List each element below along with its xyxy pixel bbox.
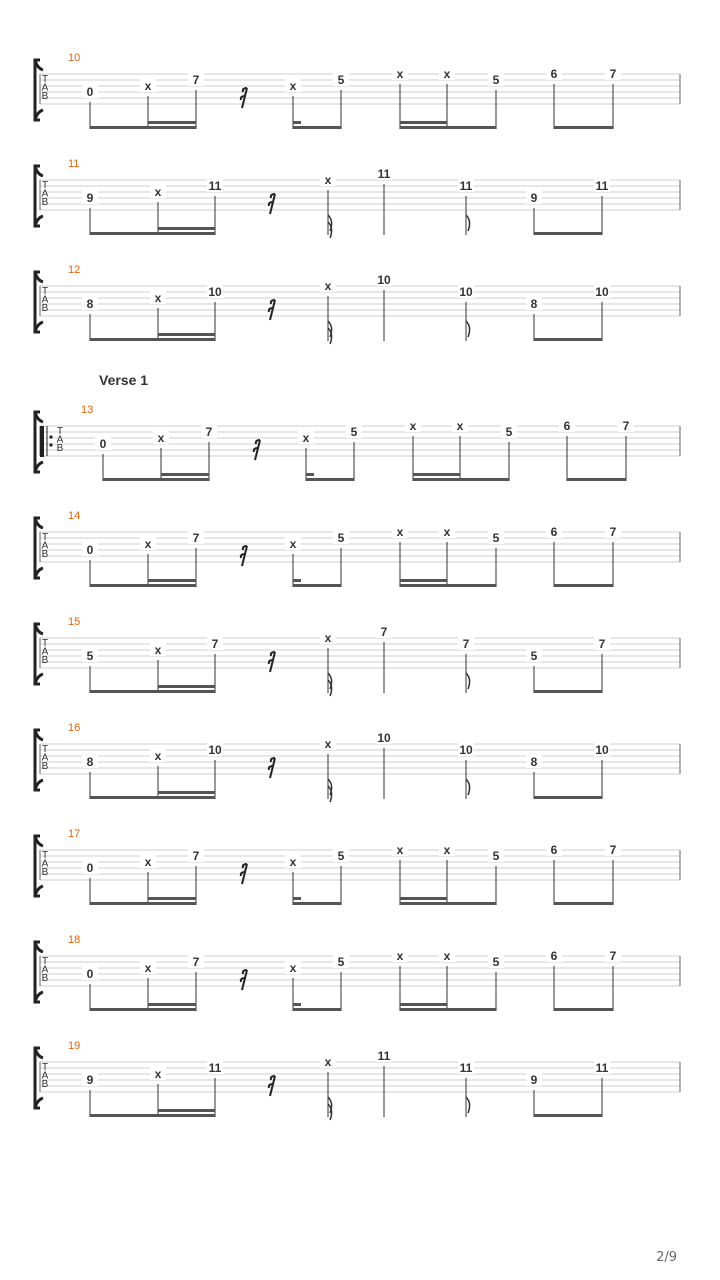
dead-note: x: [443, 949, 451, 963]
dead-note: x: [144, 79, 152, 93]
dead-note: x: [157, 431, 165, 445]
dead-note: x: [324, 631, 332, 645]
beam: [90, 338, 215, 341]
fret-number: 10: [459, 743, 473, 757]
tab-clef-letter: B: [41, 549, 49, 560]
beam: [534, 690, 602, 693]
fret-number: 6: [550, 67, 558, 81]
dead-note: x: [289, 855, 297, 869]
tab-clef-letter: T: [41, 638, 49, 649]
fret-number: 11: [459, 179, 473, 193]
beam: [306, 478, 354, 481]
tab-staff: [0, 158, 720, 264]
tab-clef-letter: T: [41, 532, 49, 543]
fret-number: 8: [530, 297, 538, 311]
note-flag: [466, 215, 470, 231]
fret-number: 10: [377, 273, 391, 287]
tab-clef-letter: A: [41, 752, 49, 764]
tab-system: [0, 52, 720, 158]
tab-clef-letter: A: [41, 1070, 49, 1082]
tab-system: [0, 616, 720, 722]
dead-note: x: [409, 419, 417, 433]
secondary-beam: [158, 791, 215, 794]
fret-number: 10: [208, 285, 222, 299]
fret-number: 10: [595, 743, 609, 757]
dead-note: x: [396, 949, 404, 963]
beam: [534, 796, 602, 799]
fret-number: 11: [377, 1049, 391, 1063]
beam: [90, 1008, 196, 1011]
dead-note: x: [154, 185, 162, 199]
secondary-beam: [293, 121, 301, 124]
fret-number: 7: [192, 73, 200, 87]
secondary-beam: [293, 897, 301, 900]
fret-number: 5: [350, 425, 358, 439]
tab-system: [0, 934, 720, 1040]
fret-number: 8: [86, 297, 94, 311]
beam: [90, 1114, 215, 1117]
fret-number: 9: [530, 1073, 538, 1087]
fret-number: 0: [86, 85, 94, 99]
fret-number: 9: [530, 191, 538, 205]
tab-clef-letter: T: [41, 956, 49, 967]
fret-number: 5: [337, 531, 345, 545]
secondary-beam: [158, 333, 215, 336]
beam: [103, 478, 209, 481]
tab-clef-letter: A: [41, 82, 49, 94]
measure-number: 16: [68, 722, 81, 734]
beam: [400, 126, 496, 129]
fret-number: 6: [550, 949, 558, 963]
fret-number: 11: [377, 167, 391, 181]
tab-clef-letter: T: [41, 1062, 49, 1073]
measure-number: 19: [68, 1040, 81, 1052]
tab-system: [0, 404, 720, 510]
fret-number: 11: [208, 1061, 222, 1075]
fret-number: 0: [86, 861, 94, 875]
tab-system: [0, 722, 720, 828]
tab-staff: [0, 828, 720, 934]
dead-note: x: [154, 643, 162, 657]
repeat-dot: [49, 443, 52, 446]
beam: [90, 584, 196, 587]
secondary-beam: [158, 1109, 215, 1112]
fret-number: 10: [595, 285, 609, 299]
dead-note: x: [289, 537, 297, 551]
secondary-beam: [158, 227, 215, 230]
secondary-beam: [148, 121, 196, 124]
beam: [90, 690, 215, 693]
tab-system: [0, 1040, 720, 1146]
beam: [413, 478, 509, 481]
fret-number: 7: [622, 419, 630, 433]
measure-number: 15: [68, 616, 81, 628]
tab-system: [0, 828, 720, 934]
dead-note: x: [324, 173, 332, 187]
measure-number: 13: [81, 404, 94, 416]
fret-number: 7: [609, 843, 617, 857]
tab-clef-letter: B: [41, 91, 49, 102]
fret-number: 7: [211, 637, 219, 651]
dead-note: x: [144, 855, 152, 869]
dead-note: x: [443, 525, 451, 539]
tab-clef-letter: A: [41, 188, 49, 200]
tab-clef-letter: A: [41, 646, 49, 658]
beam: [554, 1008, 613, 1011]
tab-clef-letter: A: [41, 964, 49, 976]
tab-clef-letter: A: [56, 434, 64, 446]
beam: [534, 338, 602, 341]
tab-system: [0, 264, 720, 370]
tab-clef-letter: T: [41, 74, 49, 85]
dead-note: x: [154, 1067, 162, 1081]
beam: [293, 584, 341, 587]
beam: [293, 126, 341, 129]
beam: [554, 126, 613, 129]
tab-staff: [0, 404, 720, 510]
beam: [534, 232, 602, 235]
fret-number: 5: [505, 425, 513, 439]
beam: [293, 902, 341, 905]
tab-clef-letter: T: [41, 744, 49, 755]
fret-number: 5: [337, 73, 345, 87]
tab-staff: [0, 616, 720, 722]
secondary-beam: [148, 579, 196, 582]
repeat-start-icon: [40, 426, 44, 457]
fret-number: 11: [595, 1061, 609, 1075]
fret-number: 8: [530, 755, 538, 769]
repeat-dot: [49, 435, 52, 438]
beam: [90, 902, 196, 905]
note-flag: [466, 1097, 470, 1113]
tab-staff: [0, 264, 720, 370]
fret-number: 10: [377, 731, 391, 745]
tab-staff: [0, 52, 720, 158]
beam: [90, 126, 196, 129]
fret-number: 5: [530, 649, 538, 663]
tab-staff: [0, 722, 720, 828]
secondary-beam: [158, 685, 215, 688]
tab-clef-letter: B: [41, 973, 49, 984]
fret-number: 5: [492, 531, 500, 545]
dead-note: x: [144, 961, 152, 975]
section-label: Verse 1: [99, 372, 149, 388]
dead-note: x: [324, 737, 332, 751]
fret-number: 11: [459, 1061, 473, 1075]
tab-clef-letter: B: [41, 197, 49, 208]
dead-note: x: [289, 961, 297, 975]
tab-clef-letter: A: [41, 294, 49, 306]
tab-clef-letter: T: [56, 426, 64, 437]
fret-number: 0: [86, 543, 94, 557]
fret-number: 7: [609, 525, 617, 539]
tab-clef-letter: B: [41, 303, 49, 314]
beam: [90, 232, 215, 235]
tab-system: [0, 510, 720, 616]
tab-clef-letter: T: [41, 180, 49, 191]
fret-number: 0: [86, 967, 94, 981]
tab-clef-letter: B: [41, 655, 49, 666]
dead-note: x: [154, 749, 162, 763]
tab-clef-letter: T: [41, 850, 49, 861]
beam: [90, 796, 215, 799]
beam: [400, 584, 496, 587]
dead-note: x: [324, 279, 332, 293]
measure-number: 18: [68, 934, 81, 946]
secondary-beam: [400, 579, 447, 582]
fret-number: 7: [205, 425, 213, 439]
fret-number: 10: [459, 285, 473, 299]
dead-note: x: [144, 537, 152, 551]
beam: [400, 902, 496, 905]
fret-number: 5: [492, 73, 500, 87]
note-flag: [466, 779, 470, 795]
tab-system: [0, 158, 720, 264]
beam: [554, 902, 613, 905]
tab-staff: [0, 1040, 720, 1146]
tab-clef-letter: T: [41, 286, 49, 297]
fret-number: 8: [86, 755, 94, 769]
secondary-beam: [293, 1003, 301, 1006]
secondary-beam: [400, 121, 447, 124]
page-number: 2/9: [656, 1250, 677, 1265]
fret-number: 9: [86, 191, 94, 205]
fret-number: 5: [337, 849, 345, 863]
secondary-beam: [148, 897, 196, 900]
fret-number: 11: [208, 179, 222, 193]
dead-note: x: [289, 79, 297, 93]
secondary-beam: [413, 473, 460, 476]
note-flag: [466, 673, 470, 689]
dead-note: x: [443, 67, 451, 81]
measure-number: 14: [68, 510, 81, 522]
secondary-beam: [293, 579, 301, 582]
fret-number: 6: [550, 843, 558, 857]
fret-number: 7: [462, 637, 470, 651]
secondary-beam: [148, 1003, 196, 1006]
measure-number: 12: [68, 264, 81, 276]
fret-number: 6: [563, 419, 571, 433]
tab-clef-letter: B: [41, 1079, 49, 1090]
secondary-beam: [306, 473, 314, 476]
fret-number: 7: [609, 67, 617, 81]
beam: [293, 1008, 341, 1011]
dead-note: x: [396, 67, 404, 81]
fret-number: 7: [609, 949, 617, 963]
fret-number: 9: [86, 1073, 94, 1087]
secondary-beam: [400, 897, 447, 900]
beam: [400, 1008, 496, 1011]
tab-staff: [0, 510, 720, 616]
measure-number: 10: [68, 52, 81, 64]
tab-clef-letter: B: [41, 867, 49, 878]
fret-number: 7: [380, 625, 388, 639]
fret-number: 6: [550, 525, 558, 539]
fret-number: 0: [99, 437, 107, 451]
dead-note: x: [302, 431, 310, 445]
fret-number: 7: [192, 849, 200, 863]
fret-number: 5: [492, 955, 500, 969]
dead-note: x: [456, 419, 464, 433]
measure-number: 11: [68, 158, 80, 170]
dead-note: x: [154, 291, 162, 305]
tab-clef-letter: B: [41, 761, 49, 772]
secondary-beam: [161, 473, 209, 476]
beam: [567, 478, 626, 481]
beam: [554, 584, 613, 587]
fret-number: 11: [595, 179, 609, 193]
fret-number: 7: [598, 637, 606, 651]
tab-clef-letter: B: [56, 443, 64, 454]
fret-number: 5: [492, 849, 500, 863]
fret-number: 5: [337, 955, 345, 969]
secondary-beam: [400, 1003, 447, 1006]
note-flag: [466, 321, 470, 337]
fret-number: 10: [208, 743, 222, 757]
fret-number: 7: [192, 955, 200, 969]
fret-number: 5: [86, 649, 94, 663]
measure-number: 17: [68, 828, 81, 840]
tab-staff: [0, 934, 720, 1040]
dead-note: x: [443, 843, 451, 857]
fret-number: 7: [192, 531, 200, 545]
tab-clef-letter: A: [41, 858, 49, 870]
dead-note: x: [324, 1055, 332, 1069]
dead-note: x: [396, 525, 404, 539]
tab-clef-letter: A: [41, 540, 49, 552]
dead-note: x: [396, 843, 404, 857]
beam: [534, 1114, 602, 1117]
